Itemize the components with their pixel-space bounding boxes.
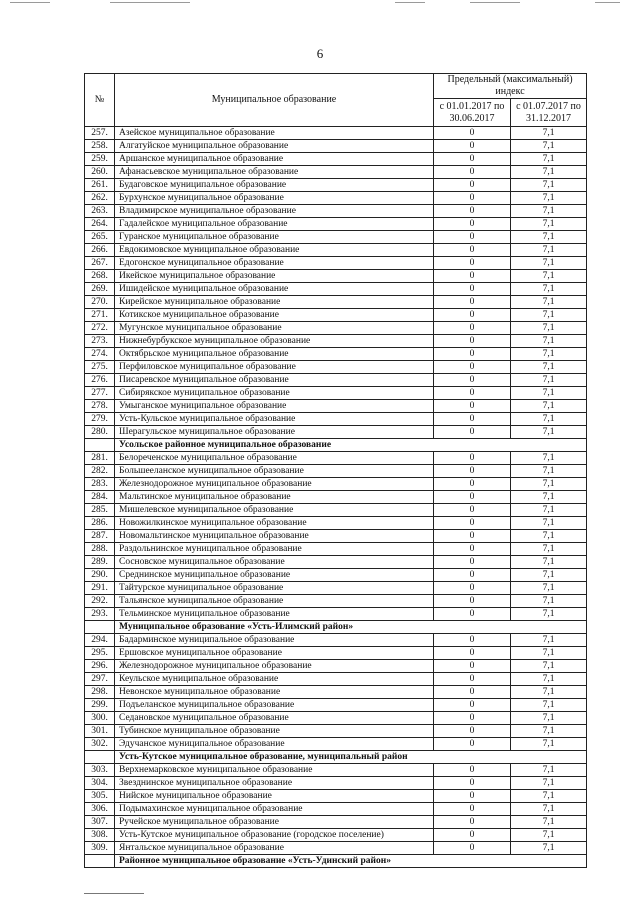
index-period-2: 7,1 xyxy=(511,725,587,738)
index-period-2: 7,1 xyxy=(511,270,587,283)
municipality-name: Подымахинское муниципальное образование xyxy=(115,803,434,816)
table-row xyxy=(85,556,587,569)
municipality-name: Тельминское муниципальное образование xyxy=(115,608,434,621)
municipality-name: Невонское муниципальное образование xyxy=(115,686,434,699)
municipality-name: Седановское муниципальное образование xyxy=(115,712,434,725)
table-row xyxy=(85,699,587,712)
index-period-1: 0 xyxy=(434,582,511,595)
index-period-1: 0 xyxy=(434,673,511,686)
index-period-1: 0 xyxy=(434,543,511,556)
municipality-name: Тайтурское муниципальное образование xyxy=(115,582,434,595)
row-number: 267. xyxy=(85,257,115,270)
municipality-name: Умыганское муниципальное образование xyxy=(115,400,434,413)
index-period-2: 7,1 xyxy=(511,218,587,231)
index-period-1: 0 xyxy=(434,660,511,673)
row-number: 304. xyxy=(85,777,115,790)
row-number: 294. xyxy=(85,634,115,647)
index-period-1: 0 xyxy=(434,569,511,582)
row-number: 265. xyxy=(85,231,115,244)
index-period-1: 0 xyxy=(434,218,511,231)
index-period-2: 7,1 xyxy=(511,452,587,465)
row-number: 270. xyxy=(85,296,115,309)
index-period-2: 7,1 xyxy=(511,296,587,309)
page-number: 6 xyxy=(316,46,324,61)
row-number: 285. xyxy=(85,504,115,517)
table-row xyxy=(85,686,587,699)
table-row xyxy=(85,803,587,816)
index-period-2: 7,1 xyxy=(511,153,587,166)
index-period-1: 0 xyxy=(434,712,511,725)
municipality-name: Алгатуйское муниципальное образование xyxy=(115,140,434,153)
index-period-2: 7,1 xyxy=(511,829,587,842)
index-period-2: 7,1 xyxy=(511,803,587,816)
row-number: 300. xyxy=(85,712,115,725)
index-period-2: 7,1 xyxy=(511,361,587,374)
table-row xyxy=(85,166,587,179)
municipality-name: Большееланское муниципальное образование xyxy=(115,465,434,478)
index-period-1: 0 xyxy=(434,335,511,348)
index-period-2: 7,1 xyxy=(511,569,587,582)
index-period-2: 7,1 xyxy=(511,335,587,348)
table-row xyxy=(85,504,587,517)
municipality-name: Октябрьское муниципальное образование xyxy=(115,348,434,361)
table-row xyxy=(85,530,587,543)
row-number: 303. xyxy=(85,764,115,777)
municipality-name: Подъеланское муниципальное образование xyxy=(115,699,434,712)
index-period-1: 0 xyxy=(434,400,511,413)
index-period-2: 7,1 xyxy=(511,413,587,426)
index-period-2: 7,1 xyxy=(511,465,587,478)
index-period-1: 0 xyxy=(434,387,511,400)
index-period-2: 7,1 xyxy=(511,660,587,673)
index-period-1: 0 xyxy=(434,764,511,777)
municipality-name: Раздольнинское муниципальное образование xyxy=(115,543,434,556)
index-period-2: 7,1 xyxy=(511,842,587,855)
section-number-cell xyxy=(85,855,115,868)
table-row xyxy=(85,257,587,270)
section-title: Муниципальное образование «Усть-Илимский район» xyxy=(115,621,587,634)
section-row xyxy=(85,751,587,764)
index-period-2: 7,1 xyxy=(511,634,587,647)
table-row xyxy=(85,192,587,205)
table-row xyxy=(85,816,587,829)
index-period-1: 0 xyxy=(434,296,511,309)
municipality-name: Писаревское муниципальное образование xyxy=(115,374,434,387)
table-row xyxy=(85,127,587,140)
row-number: 281. xyxy=(85,452,115,465)
row-number: 266. xyxy=(85,244,115,257)
index-period-1: 0 xyxy=(434,699,511,712)
row-number: 288. xyxy=(85,543,115,556)
table-row xyxy=(85,634,587,647)
index-period-1: 0 xyxy=(434,803,511,816)
index-period-1: 0 xyxy=(434,790,511,803)
table-row xyxy=(85,205,587,218)
table-row xyxy=(85,426,587,439)
municipality-name: Тальянское муниципальное образование xyxy=(115,595,434,608)
municipality-name: Среднинское муниципальное образование xyxy=(115,569,434,582)
section-row xyxy=(85,439,587,452)
table-row xyxy=(85,725,587,738)
municipality-name: Нижнебурбукское муниципальное образование xyxy=(115,335,434,348)
index-period-2: 7,1 xyxy=(511,686,587,699)
index-period-2: 7,1 xyxy=(511,608,587,621)
index-period-2: 7,1 xyxy=(511,738,587,751)
municipality-name: Едогонское муниципальное образование xyxy=(115,257,434,270)
municipality-name: Мишелевское муниципальное образование xyxy=(115,504,434,517)
index-period-2: 7,1 xyxy=(511,309,587,322)
table-row xyxy=(85,517,587,530)
index-period-1: 0 xyxy=(434,738,511,751)
header-index-group: Предельный (максимальный) индекс xyxy=(434,74,587,99)
index-period-2: 7,1 xyxy=(511,504,587,517)
table-row xyxy=(85,179,587,192)
index-period-2: 7,1 xyxy=(511,491,587,504)
municipality-name: Сибирякское муниципальное образование xyxy=(115,387,434,400)
index-period-2: 7,1 xyxy=(511,205,587,218)
index-period-2: 7,1 xyxy=(511,426,587,439)
index-period-2: 7,1 xyxy=(511,257,587,270)
index-period-2: 7,1 xyxy=(511,556,587,569)
table-row xyxy=(85,361,587,374)
table-row xyxy=(85,777,587,790)
index-period-2: 7,1 xyxy=(511,699,587,712)
section-number-cell xyxy=(85,621,115,634)
index-period-2: 7,1 xyxy=(511,647,587,660)
municipality-name: Котикское муниципальное образование xyxy=(115,309,434,322)
index-period-1: 0 xyxy=(434,140,511,153)
municipality-name: Железнодорожное муниципальное образование xyxy=(115,660,434,673)
municipality-name: Новомальтинское муниципальное образование xyxy=(115,530,434,543)
index-period-2: 7,1 xyxy=(511,595,587,608)
row-number: 279. xyxy=(85,413,115,426)
table-row xyxy=(85,569,587,582)
row-number: 302. xyxy=(85,738,115,751)
municipality-name: Ершовское муниципальное образование xyxy=(115,647,434,660)
row-number: 305. xyxy=(85,790,115,803)
municipality-name: Ручейское муниципальное образование xyxy=(115,816,434,829)
table-row xyxy=(85,296,587,309)
table-row xyxy=(85,491,587,504)
row-number: 271. xyxy=(85,309,115,322)
row-number: 309. xyxy=(85,842,115,855)
index-period-2: 7,1 xyxy=(511,777,587,790)
row-number: 263. xyxy=(85,205,115,218)
row-number: 306. xyxy=(85,803,115,816)
index-period-1: 0 xyxy=(434,491,511,504)
row-number: 275. xyxy=(85,361,115,374)
index-period-1: 0 xyxy=(434,374,511,387)
index-period-1: 0 xyxy=(434,179,511,192)
municipality-name: Мугунское муниципальное образование xyxy=(115,322,434,335)
index-period-1: 0 xyxy=(434,257,511,270)
table-row xyxy=(85,374,587,387)
index-period-1: 0 xyxy=(434,452,511,465)
table-row xyxy=(85,244,587,257)
index-period-1: 0 xyxy=(434,244,511,257)
header-period-2: с 01.07.2017 по 31.12.2017 xyxy=(511,99,587,127)
row-number: 293. xyxy=(85,608,115,621)
index-period-1: 0 xyxy=(434,634,511,647)
table-row xyxy=(85,283,587,296)
municipality-name: Усть-Кутское муниципальное образование (городское поселение) xyxy=(115,829,434,842)
table-row xyxy=(85,790,587,803)
table-row xyxy=(85,452,587,465)
row-number: 297. xyxy=(85,673,115,686)
index-period-2: 7,1 xyxy=(511,374,587,387)
row-number: 261. xyxy=(85,179,115,192)
municipality-name: Гуранское муниципальное образование xyxy=(115,231,434,244)
municipality-name: Мальтинское муниципальное образование xyxy=(115,491,434,504)
scan-artifact-top xyxy=(0,0,640,6)
municipality-name: Кирейское муниципальное образование xyxy=(115,296,434,309)
index-period-1: 0 xyxy=(434,686,511,699)
table-row xyxy=(85,712,587,725)
table-row xyxy=(85,387,587,400)
table-row xyxy=(85,478,587,491)
municipality-name: Тубинское муниципальное образование xyxy=(115,725,434,738)
section-number-cell xyxy=(85,439,115,452)
table-row xyxy=(85,543,587,556)
index-period-2: 7,1 xyxy=(511,283,587,296)
table-row xyxy=(85,608,587,621)
index-period-1: 0 xyxy=(434,192,511,205)
table-body xyxy=(85,127,587,868)
municipality-name: Верхнемарковское муниципальное образование xyxy=(115,764,434,777)
table-row xyxy=(85,400,587,413)
index-period-1: 0 xyxy=(434,556,511,569)
index-period-2: 7,1 xyxy=(511,348,587,361)
index-period-1: 0 xyxy=(434,231,511,244)
index-period-1: 0 xyxy=(434,153,511,166)
row-number: 286. xyxy=(85,517,115,530)
municipality-name: Гадалейское муниципальное образование xyxy=(115,218,434,231)
section-row xyxy=(85,621,587,634)
row-number: 284. xyxy=(85,491,115,504)
row-number: 283. xyxy=(85,478,115,491)
index-period-2: 7,1 xyxy=(511,582,587,595)
index-period-2: 7,1 xyxy=(511,127,587,140)
table-row xyxy=(85,595,587,608)
municipality-name: Сосновское муниципальное образование xyxy=(115,556,434,569)
municipality-name: Ишидейское муниципальное образование xyxy=(115,283,434,296)
municipality-name: Афанасьевское муниципальное образование xyxy=(115,166,434,179)
section-number-cell xyxy=(85,751,115,764)
index-period-2: 7,1 xyxy=(511,166,587,179)
row-number: 291. xyxy=(85,582,115,595)
row-number: 262. xyxy=(85,192,115,205)
index-period-2: 7,1 xyxy=(511,400,587,413)
row-number: 307. xyxy=(85,816,115,829)
municipality-name: Будаговское муниципальное образование xyxy=(115,179,434,192)
index-period-1: 0 xyxy=(434,829,511,842)
index-period-1: 0 xyxy=(434,595,511,608)
municipality-name: Железнодорожное муниципальное образование xyxy=(115,478,434,491)
row-number: 264. xyxy=(85,218,115,231)
index-period-1: 0 xyxy=(434,465,511,478)
table-row xyxy=(85,335,587,348)
table-row xyxy=(85,738,587,751)
municipality-name: Бадарминское муниципальное образование xyxy=(115,634,434,647)
index-period-1: 0 xyxy=(434,517,511,530)
index-period-2: 7,1 xyxy=(511,244,587,257)
table-row xyxy=(85,270,587,283)
row-number: 301. xyxy=(85,725,115,738)
index-period-1: 0 xyxy=(434,283,511,296)
index-period-2: 7,1 xyxy=(511,140,587,153)
table-row xyxy=(85,465,587,478)
municipality-name: Янтальское муниципальное образование xyxy=(115,842,434,855)
index-period-1: 0 xyxy=(434,348,511,361)
municipality-name: Новожилкинское муниципальное образование xyxy=(115,517,434,530)
index-period-2: 7,1 xyxy=(511,387,587,400)
index-period-1: 0 xyxy=(434,166,511,179)
index-period-2: 7,1 xyxy=(511,530,587,543)
municipality-name: Белореченское муниципальное образование xyxy=(115,452,434,465)
index-period-1: 0 xyxy=(434,816,511,829)
row-number: 290. xyxy=(85,569,115,582)
section-title: Усольское районное муниципальное образование xyxy=(115,439,587,452)
index-period-2: 7,1 xyxy=(511,478,587,491)
index-period-2: 7,1 xyxy=(511,179,587,192)
index-period-1: 0 xyxy=(434,426,511,439)
header-number: № xyxy=(85,74,115,127)
index-period-2: 7,1 xyxy=(511,322,587,335)
header-period-1: с 01.01.2017 по 30.06.2017 xyxy=(434,99,511,127)
row-number: 280. xyxy=(85,426,115,439)
municipality-name: Звезднинское муниципальное образование xyxy=(115,777,434,790)
index-period-1: 0 xyxy=(434,530,511,543)
row-number: 273. xyxy=(85,335,115,348)
row-number: 298. xyxy=(85,686,115,699)
municipality-name: Шерагульское муниципальное образование xyxy=(115,426,434,439)
row-number: 295. xyxy=(85,647,115,660)
municipality-name: Усть-Кульское муниципальное образование xyxy=(115,413,434,426)
row-number: 258. xyxy=(85,140,115,153)
table-row xyxy=(85,218,587,231)
municipality-name: Евдокимовское муниципальное образование xyxy=(115,244,434,257)
index-period-1: 0 xyxy=(434,205,511,218)
index-period-2: 7,1 xyxy=(511,790,587,803)
index-period-1: 0 xyxy=(434,361,511,374)
index-period-2: 7,1 xyxy=(511,712,587,725)
municipality-name: Перфиловское муниципальное образование xyxy=(115,361,434,374)
index-period-1: 0 xyxy=(434,478,511,491)
row-number: 296. xyxy=(85,660,115,673)
municipality-name: Икейское муниципальное образование xyxy=(115,270,434,283)
index-period-2: 7,1 xyxy=(511,816,587,829)
row-number: 289. xyxy=(85,556,115,569)
bottom-scan-mark xyxy=(84,893,144,894)
table-row xyxy=(85,673,587,686)
table-row xyxy=(85,764,587,777)
section-title: Усть-Кутское муниципальное образование, муниципальный район xyxy=(115,751,587,764)
table-row xyxy=(85,231,587,244)
table-row xyxy=(85,660,587,673)
municipality-name: Нийское муниципальное образование xyxy=(115,790,434,803)
row-number: 268. xyxy=(85,270,115,283)
index-period-1: 0 xyxy=(434,270,511,283)
table-row xyxy=(85,309,587,322)
index-period-1: 0 xyxy=(434,608,511,621)
index-period-1: 0 xyxy=(434,413,511,426)
row-number: 272. xyxy=(85,322,115,335)
index-period-1: 0 xyxy=(434,322,511,335)
row-number: 260. xyxy=(85,166,115,179)
municipality-name: Владимирское муниципальное образование xyxy=(115,205,434,218)
row-number: 278. xyxy=(85,400,115,413)
table-row xyxy=(85,413,587,426)
index-period-2: 7,1 xyxy=(511,517,587,530)
row-number: 308. xyxy=(85,829,115,842)
section-title: Районное муниципальное образование «Усть-Удинский район» xyxy=(115,855,587,868)
table-row xyxy=(85,582,587,595)
index-period-2: 7,1 xyxy=(511,192,587,205)
municipality-name: Аршанское муниципальное образование xyxy=(115,153,434,166)
municipality-name: Кеульское муниципальное образование xyxy=(115,673,434,686)
index-period-1: 0 xyxy=(434,842,511,855)
table-row xyxy=(85,140,587,153)
header-municipality: Муниципальное образование xyxy=(115,74,434,127)
row-number: 269. xyxy=(85,283,115,296)
table-row xyxy=(85,647,587,660)
table-row xyxy=(85,153,587,166)
table-row xyxy=(85,348,587,361)
index-period-1: 0 xyxy=(434,127,511,140)
row-number: 292. xyxy=(85,595,115,608)
municipality-name: Азейское муниципальное образование xyxy=(115,127,434,140)
municipality-name: Эдучанское муниципальное образование xyxy=(115,738,434,751)
index-period-2: 7,1 xyxy=(511,673,587,686)
row-number: 276. xyxy=(85,374,115,387)
table-row xyxy=(85,322,587,335)
index-period-1: 0 xyxy=(434,777,511,790)
municipality-name: Бурхунское муниципальное образование xyxy=(115,192,434,205)
section-row xyxy=(85,855,587,868)
row-number: 274. xyxy=(85,348,115,361)
municipal-index-table xyxy=(84,73,587,868)
index-period-2: 7,1 xyxy=(511,543,587,556)
row-number: 299. xyxy=(85,699,115,712)
row-number: 277. xyxy=(85,387,115,400)
table-row xyxy=(85,842,587,855)
row-number: 282. xyxy=(85,465,115,478)
row-number: 257. xyxy=(85,127,115,140)
index-period-1: 0 xyxy=(434,504,511,517)
index-period-1: 0 xyxy=(434,309,511,322)
index-period-1: 0 xyxy=(434,725,511,738)
index-period-2: 7,1 xyxy=(511,231,587,244)
row-number: 259. xyxy=(85,153,115,166)
row-number: 287. xyxy=(85,530,115,543)
index-period-1: 0 xyxy=(434,647,511,660)
index-period-2: 7,1 xyxy=(511,764,587,777)
table-row xyxy=(85,829,587,842)
